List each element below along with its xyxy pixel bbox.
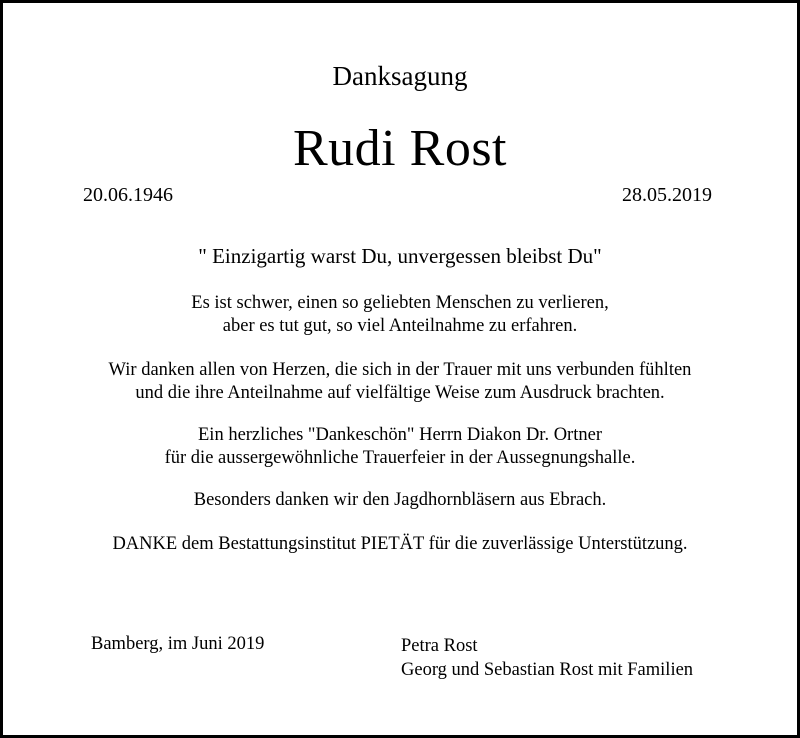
- thanks-paragraph-1: [3, 292, 797, 337]
- thanks-paragraph-4: [3, 489, 797, 512]
- signature-line: Georg und Sebastian Rost mit Familien: [401, 660, 694, 680]
- deceased-name: Rudi Rost: [293, 120, 507, 177]
- signatures: [401, 634, 693, 682]
- thanks-paragraph-5: [3, 533, 797, 556]
- paragraph-line: Wir danken allen von Herzen, die sich in der Trauer mit uns verbunden fühlten: [108, 360, 692, 380]
- place-and-date: Bamberg, im Juni 2019: [91, 634, 265, 654]
- paragraph-line: und die ihre Anteilnahme auf vielfältige Weise zum Ausdruck brachten.: [135, 382, 665, 403]
- memorial-quote: " Einzigartig warst Du, unvergessen bleibst Du": [198, 244, 602, 268]
- notice-heading: Danksagung: [332, 61, 468, 91]
- paragraph-line: aber es tut gut, so viel Anteilnahme zu erfahren.: [222, 315, 578, 336]
- thanks-paragraph-3: [3, 424, 797, 469]
- paragraph-line: Es ist schwer, einen so geliebten Menschen zu verlieren,: [191, 293, 609, 313]
- thanks-paragraph-2: [3, 359, 797, 404]
- paragraph-line: DANKE dem Bestattungsinstitut PIETÄT für die zuverlässige Unterstützung.: [112, 534, 688, 554]
- paragraph-line: Ein herzliches "Dankeschön" Herrn Diakon Dr. Ortner: [198, 425, 602, 445]
- signature-line: Petra Rost: [401, 636, 478, 656]
- death-date: 28.05.2019: [622, 184, 712, 206]
- paragraph-line: Besonders danken wir den Jagdhornbläsern aus Ebrach.: [193, 490, 607, 510]
- paragraph-line: für die aussergewöhnliche Trauerfeier in der Aussegnungshalle.: [164, 447, 636, 468]
- birth-date: 20.06.1946: [83, 184, 173, 206]
